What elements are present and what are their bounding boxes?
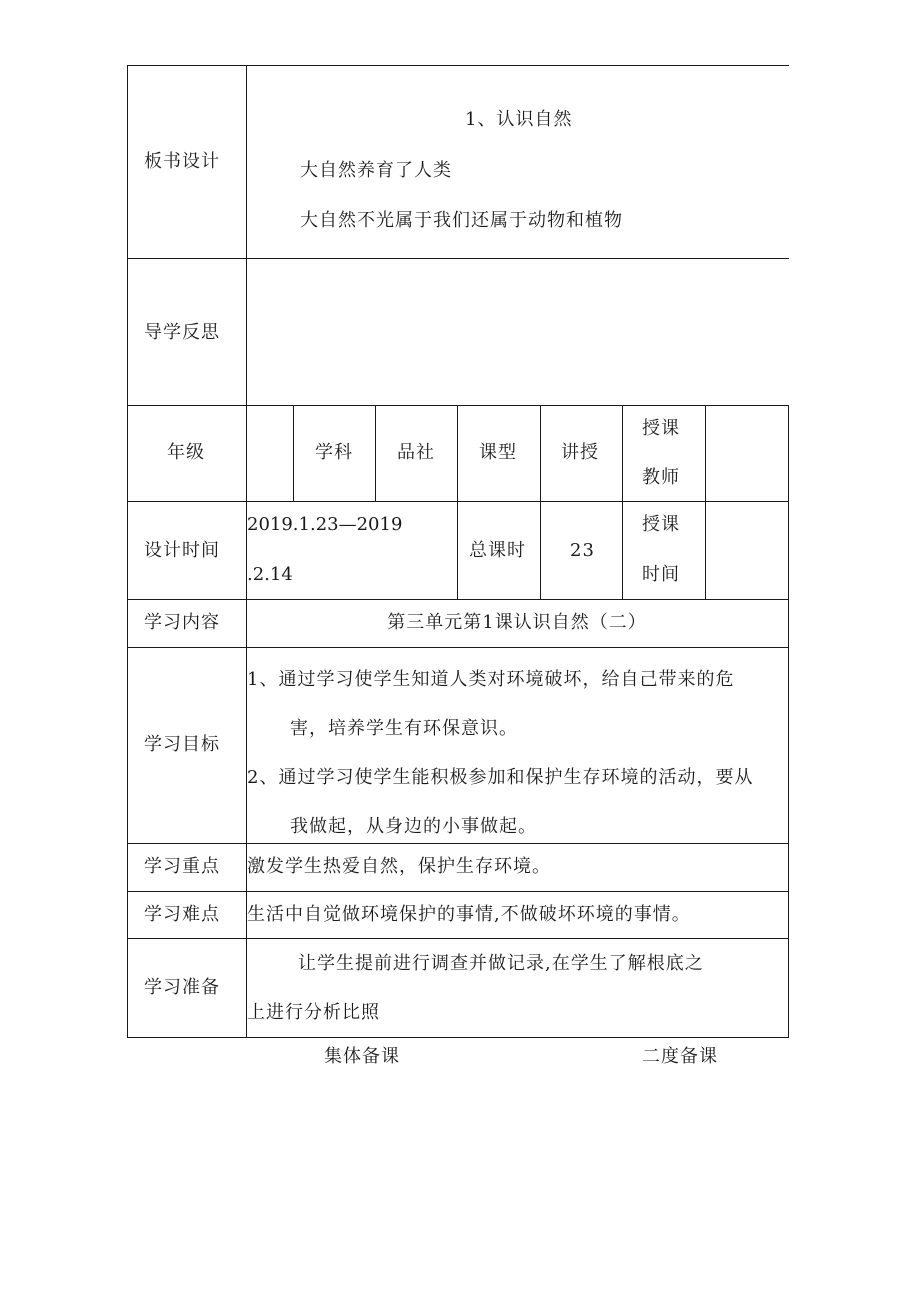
board-design-title: 1、认识自然 bbox=[465, 109, 573, 130]
lesson-type-label: 课型 bbox=[479, 442, 517, 463]
objective-2-line-1: 2、通过学习使学生能积极参加和保护生存环境的活动，要从 bbox=[247, 767, 754, 788]
objective-1-line-1: 1、通过学习使学生知道人类对环境破坏，给自己带来的危 bbox=[247, 669, 735, 690]
objective-2-line-2: 我做起，从身边的小事做起。 bbox=[290, 816, 537, 837]
teach-time-label-line-2: 时间 bbox=[642, 564, 680, 585]
cell-divider bbox=[540, 405, 541, 599]
learning-content-label: 学习内容 bbox=[144, 612, 220, 633]
row-divider bbox=[127, 405, 789, 406]
difficulties-label: 学习难点 bbox=[144, 904, 220, 925]
label-column-divider bbox=[246, 65, 247, 1038]
objective-1-line-2: 害，培养学生有环保意识。 bbox=[290, 718, 518, 739]
total-hours-value: 23 bbox=[570, 540, 595, 561]
row-divider bbox=[127, 647, 789, 648]
board-design-line-1: 大自然养育了人类 bbox=[300, 160, 452, 181]
row-divider bbox=[127, 843, 789, 844]
table-top-border bbox=[127, 65, 789, 66]
subject-label: 学科 bbox=[315, 442, 353, 463]
reflection-label: 导学反思 bbox=[144, 322, 220, 343]
table-right-border bbox=[788, 405, 789, 1038]
cell-divider bbox=[705, 405, 706, 599]
table-left-border bbox=[127, 65, 128, 1038]
design-time-value-line-1: 2019.1.23—2019 bbox=[247, 514, 403, 535]
row-divider bbox=[127, 891, 789, 892]
teach-time-label-line-1: 授课 bbox=[642, 514, 680, 535]
board-design-line-2: 大自然不光属于我们还属于动物和植物 bbox=[300, 210, 623, 231]
row-divider bbox=[127, 938, 789, 939]
preparation-label: 学习准备 bbox=[144, 977, 220, 998]
teacher-label-line-1: 授课 bbox=[642, 418, 680, 439]
teacher-label-line-2: 教师 bbox=[642, 467, 680, 488]
preparation-line-1: 让学生提前进行调查并做记录,在学生了解根底之 bbox=[298, 953, 704, 974]
lesson-type-value: 讲授 bbox=[561, 442, 599, 463]
subject-value: 品社 bbox=[397, 442, 435, 463]
key-points-label: 学习重点 bbox=[144, 856, 220, 877]
board-design-label: 板书设计 bbox=[144, 151, 220, 172]
footer-second-prep: 二度备课 bbox=[642, 1046, 718, 1067]
design-time-label: 设计时间 bbox=[144, 540, 220, 561]
cell-divider bbox=[293, 405, 294, 501]
difficulties-value: 生活中自觉做环境保护的事情,不做破坏环境的事情。 bbox=[247, 904, 691, 925]
footer-collective-prep: 集体备课 bbox=[324, 1046, 400, 1067]
row-divider bbox=[127, 501, 789, 502]
design-time-value-line-2: .2.14 bbox=[247, 564, 293, 585]
cell-divider bbox=[457, 405, 458, 599]
row-divider bbox=[127, 599, 789, 600]
row-divider bbox=[127, 258, 789, 259]
table-bottom-border bbox=[127, 1037, 789, 1038]
key-points-value: 激发学生热爱自然，保护生存环境。 bbox=[247, 856, 551, 877]
cell-divider bbox=[375, 405, 376, 501]
objectives-label: 学习目标 bbox=[144, 734, 220, 755]
cell-divider bbox=[622, 405, 623, 599]
learning-content-value: 第三单元第1课认识自然（二） bbox=[387, 612, 647, 633]
preparation-line-2: 上进行分析比照 bbox=[247, 1002, 380, 1023]
total-hours-label: 总课时 bbox=[469, 540, 526, 561]
grade-label: 年级 bbox=[167, 442, 205, 463]
